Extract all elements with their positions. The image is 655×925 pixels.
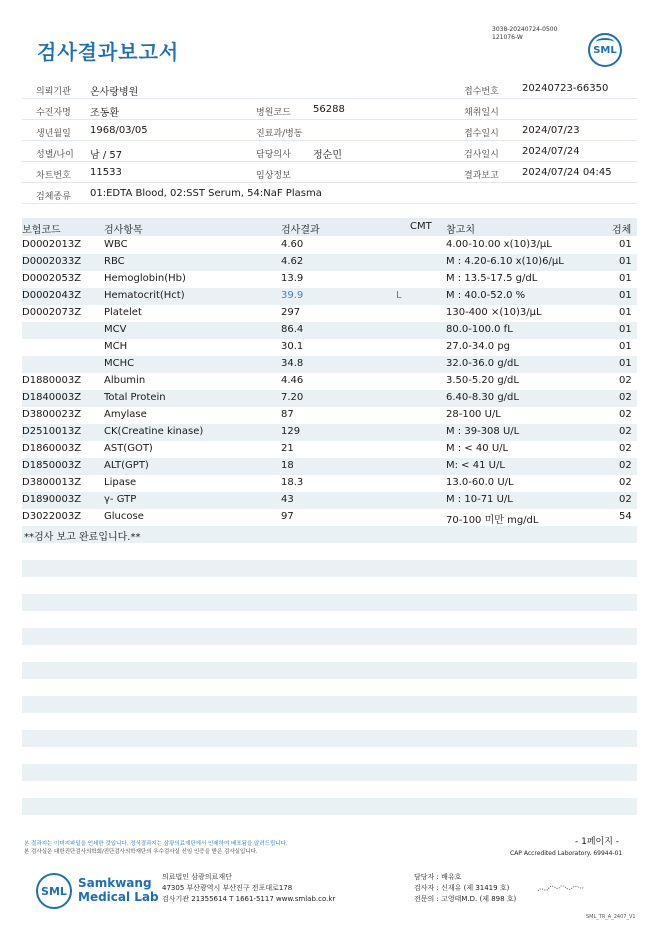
empty-row — [22, 645, 637, 662]
cell-spec: 01 — [619, 341, 632, 352]
table-row — [22, 237, 637, 254]
cell-name: Amylase — [104, 409, 147, 420]
lab-address — [162, 872, 335, 905]
cell-spec: 02 — [619, 392, 632, 403]
report-complete-note: **검사 보고 완료입니다.** — [24, 532, 141, 543]
empty-row — [22, 577, 637, 594]
cell-result: 129 — [281, 426, 301, 437]
cell-name: γ- GTP — [104, 494, 137, 505]
empty-row — [22, 696, 637, 713]
cell-result: 97 — [281, 511, 294, 522]
cell-result: 4.62 — [281, 256, 304, 267]
test-date-label: 검사일시 — [464, 150, 499, 160]
cell-code: D1860003Z — [22, 443, 82, 454]
info-row-5 — [22, 162, 637, 183]
empty-row — [22, 815, 637, 832]
brand-line-1: Samkwang — [78, 876, 152, 890]
table-row — [22, 441, 637, 458]
cell-code: D0002013Z — [22, 239, 82, 250]
table-row — [22, 305, 637, 322]
table-row — [22, 254, 637, 271]
specimen-label: 검체종류 — [36, 192, 71, 202]
cell-name: Hematocrit(Hct) — [104, 290, 185, 301]
patient-value: 조동환 — [90, 108, 119, 119]
sml-logo — [588, 33, 622, 67]
cell-ref: M : 40.0-52.0 % — [446, 290, 526, 301]
cell-code: D0002073Z — [22, 307, 82, 318]
cell-name: MCH — [104, 341, 128, 352]
cell-ref: 70-100 미만 mg/dL — [446, 515, 539, 526]
cell-spec: 02 — [619, 409, 632, 420]
table-row — [22, 458, 637, 475]
table-row — [22, 492, 637, 509]
cell-code: D3800023Z — [22, 409, 82, 420]
cell-result: 18 — [281, 460, 294, 471]
doctor-value: 정순민 — [313, 150, 342, 161]
table-row — [22, 271, 637, 288]
header-code: 보험코드 — [22, 225, 61, 236]
cell-ref: 130-400 ×(10)3/μL — [446, 307, 542, 318]
cell-name: MCV — [104, 324, 127, 335]
doc-number-line2: 121076-W — [492, 34, 523, 41]
table-row — [22, 373, 637, 390]
receipt-date-label: 접수일시 — [464, 129, 499, 139]
staff-line-2: 검사자 : 신재유 (제 31419 호) — [414, 884, 510, 892]
report-complete-row — [22, 526, 637, 543]
hospital-code-value: 56288 — [313, 104, 345, 115]
cell-spec: 01 — [619, 324, 632, 335]
cell-ref: 4.00-10.00 x(10)3/μL — [446, 239, 552, 250]
hospital-code-label: 병원코드 — [256, 108, 291, 118]
form-version: SML_TR_A_2407_V1 — [586, 914, 636, 920]
cell-name: AST(GOT) — [104, 443, 153, 454]
cell-code: D3022003Z — [22, 511, 82, 522]
cell-spec: 01 — [619, 290, 632, 301]
cell-ref: M : 10-71 U/L — [446, 494, 513, 505]
table-row — [22, 509, 637, 526]
footer-notice-1: 본 결과지는 이미지파일을 인쇄한 것입니다. 정식결과지는 삼광의료재단에서 인쇄하여 배포됨을 알려드립니다. — [24, 841, 288, 847]
cell-ref: M : 13.5-17.5 g/dL — [446, 273, 538, 284]
staff-line-1: 담당자 : 배유호 — [414, 873, 462, 881]
cap-accreditation: CAP Accredited Laboratory. 69944-01 — [510, 850, 623, 857]
cell-ref: M : 4.20-6.10 x(10)6/μL — [446, 256, 564, 267]
receipt-date-value: 2024/07/23 — [522, 125, 580, 136]
cell-cmt: L — [396, 290, 402, 301]
empty-row — [22, 730, 637, 747]
cell-spec: 02 — [619, 477, 632, 488]
empty-row — [22, 611, 637, 628]
table-row — [22, 356, 637, 373]
cell-ref: M: < 41 U/L — [446, 460, 505, 471]
cell-spec: 54 — [619, 511, 632, 522]
dob-value: 1968/03/05 — [90, 125, 148, 136]
dob-label: 생년월일 — [36, 129, 71, 139]
chart-value: 11533 — [90, 167, 122, 178]
empty-row — [22, 764, 637, 781]
address-line-2: 47305 부산광역시 부산진구 전포대로178 — [162, 884, 293, 892]
doc-number-line1: 3038-20240724-0500 — [492, 26, 558, 33]
cell-result: 13.9 — [281, 273, 304, 284]
empty-row — [22, 713, 637, 730]
staff-info — [414, 872, 516, 905]
table-row — [22, 322, 637, 339]
table-row — [22, 424, 637, 441]
cell-name: Albumin — [104, 375, 146, 386]
sex-age-label: 성별/나이 — [36, 150, 74, 160]
table-row — [22, 339, 637, 356]
institution-label: 의뢰기관 — [36, 87, 71, 97]
footer-logo-text: SML — [41, 884, 67, 898]
sex-age-value: 남 / 57 — [90, 150, 123, 161]
empty-row — [22, 543, 637, 560]
empty-row — [22, 662, 637, 679]
address-line-1: 의료법인 삼광의료재단 — [162, 873, 232, 881]
cell-name: Platelet — [104, 307, 142, 318]
cell-ref: 80.0-100.0 fL — [446, 324, 513, 335]
cell-spec: 02 — [619, 443, 632, 454]
cell-name: Total Protein — [104, 392, 166, 403]
logo-text: SML — [593, 44, 617, 56]
cell-spec: 01 — [619, 307, 632, 318]
receipt-no-value: 20240723-66350 — [522, 83, 609, 94]
empty-row — [22, 679, 637, 696]
empty-row — [22, 747, 637, 764]
cell-spec: 01 — [619, 358, 632, 369]
info-row-3 — [22, 120, 637, 141]
empty-row — [22, 798, 637, 815]
cell-spec: 02 — [619, 460, 632, 471]
doctor-label: 담당의사 — [256, 150, 291, 160]
header-name: 검사항목 — [104, 225, 143, 236]
table-row — [22, 288, 637, 305]
document-number — [492, 26, 557, 42]
header-result: 검사결과 — [281, 225, 320, 236]
cell-spec: 01 — [619, 273, 632, 284]
cell-result: 4.46 — [281, 375, 304, 386]
cell-result: 30.1 — [281, 341, 304, 352]
results-table-header — [22, 218, 637, 236]
cell-code: D1840003Z — [22, 392, 82, 403]
info-row-1 — [22, 78, 637, 99]
cell-code: D1850003Z — [22, 460, 82, 471]
test-date-value: 2024/07/24 — [522, 146, 580, 157]
cell-spec: 02 — [619, 426, 632, 437]
empty-row — [22, 628, 637, 645]
cell-spec: 01 — [619, 239, 632, 250]
cell-result: 43 — [281, 494, 294, 505]
cell-code: D2510013Z — [22, 426, 82, 437]
cell-spec: 01 — [619, 256, 632, 267]
cell-result: 86.4 — [281, 324, 304, 335]
cell-code: D1880003Z — [22, 375, 82, 386]
cell-code: D0002053Z — [22, 273, 82, 284]
info-row-6 — [22, 183, 637, 204]
cell-ref: M : 39-308 U/L — [446, 426, 520, 437]
cell-name: RBC — [104, 256, 125, 267]
header-spec: 검체 — [612, 225, 632, 236]
empty-row — [22, 560, 637, 577]
cell-code: D0002043Z — [22, 290, 82, 301]
cell-ref: 6.40-8.30 g/dL — [446, 392, 519, 403]
cell-result: 21 — [281, 443, 294, 454]
cell-code: D0002033Z — [22, 256, 82, 267]
brand-line-2: Medical Lab — [78, 890, 159, 904]
page-title: 검사결과보고서 — [37, 40, 180, 64]
cell-spec: 02 — [619, 375, 632, 386]
patient-label: 수진자명 — [36, 108, 71, 118]
staff-line-3: 전문의 : 고영태M.D. (제 898 호) — [414, 895, 517, 903]
cell-ref: 28-100 U/L — [446, 409, 501, 420]
logo-arc-icon — [596, 38, 614, 46]
cell-ref: 3.50-5.20 g/dL — [446, 375, 519, 386]
cell-name: Hemoglobin(Hb) — [104, 273, 186, 284]
cell-name: MCHC — [104, 358, 135, 369]
cell-name: WBC — [104, 239, 128, 250]
footer-logo — [36, 873, 72, 909]
cell-result: 297 — [281, 307, 301, 318]
brand-name — [78, 876, 159, 904]
cell-result: 7.20 — [281, 392, 304, 403]
cell-ref: 13.0-60.0 U/L — [446, 477, 514, 488]
table-row — [22, 407, 637, 424]
cell-code: D1890003Z — [22, 494, 82, 505]
footer-notices — [24, 840, 288, 856]
collection-label: 채취일시 — [464, 108, 499, 118]
cell-result: 18.3 — [281, 477, 304, 488]
cell-result: 87 — [281, 409, 294, 420]
cell-ref: 27.0-34.0 pg — [446, 341, 511, 352]
cell-name: CK(Creatine kinase) — [104, 426, 204, 437]
cell-result: 34.8 — [281, 358, 304, 369]
info-row-4 — [22, 141, 637, 162]
footer-notice-2: 본 검사실은 대한진단검사의학회/진단검사의학재단의 우수검사실 신임 인증을 받은 검사실입니다. — [24, 849, 258, 855]
report-label: 결과보고 — [464, 171, 499, 181]
cell-name: Lipase — [104, 477, 137, 488]
table-row — [22, 475, 637, 492]
clinical-label: 임상정보 — [256, 171, 291, 181]
empty-row — [22, 781, 637, 798]
cell-spec: 02 — [619, 494, 632, 505]
cell-ref: 32.0-36.0 g/dL — [446, 358, 519, 369]
cell-result: 39.9 — [281, 290, 304, 301]
institution-value: 온사랑병원 — [90, 87, 139, 98]
table-row — [22, 390, 637, 407]
signature-image — [536, 882, 586, 896]
report-value: 2024/07/24 04:45 — [522, 167, 612, 178]
receipt-no-label: 접수번호 — [464, 87, 499, 97]
cell-result: 4.60 — [281, 239, 304, 250]
header-cmt: CMT — [410, 221, 432, 232]
dept-label: 진료과/병동 — [256, 129, 303, 139]
header-ref: 참고치 — [446, 225, 475, 236]
specimen-value: 01:EDTA Blood, 02:SST Serum, 54:NaF Plasma — [90, 188, 322, 199]
cell-name: ALT(GPT) — [104, 460, 149, 471]
chart-label: 차트번호 — [36, 171, 71, 181]
empty-row — [22, 594, 637, 611]
cell-code: D3800013Z — [22, 477, 82, 488]
info-row-2 — [22, 99, 637, 120]
cell-name: Glucose — [104, 511, 144, 522]
page-number: - 1페이지 - — [575, 837, 620, 847]
cell-ref: M : < 40 U/L — [446, 443, 509, 454]
address-line-3: 검사기관 21355614 T 1661-5117 www.smlab.co.kr — [162, 895, 336, 903]
